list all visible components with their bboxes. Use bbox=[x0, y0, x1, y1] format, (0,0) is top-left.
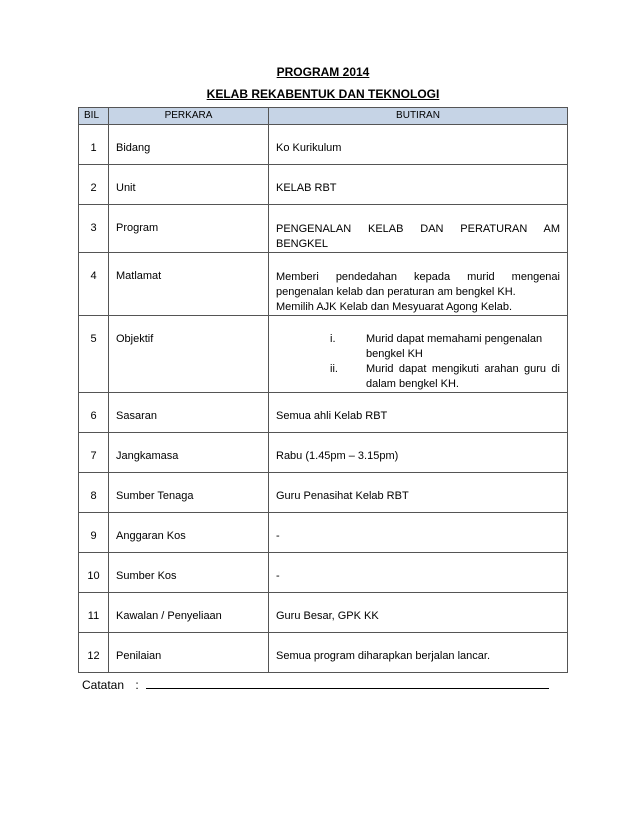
row-bil: 5 bbox=[79, 316, 109, 393]
objective-number: i. bbox=[330, 333, 336, 345]
row-butiran: Semua ahli Kelab RBT bbox=[269, 393, 568, 433]
row-butiran: Semua program diharapkan berjalan lancar. bbox=[269, 633, 568, 673]
row-bil: 9 bbox=[79, 513, 109, 553]
program-title: PROGRAM 2014 bbox=[276, 65, 370, 79]
club-title: KELAB REKABENTUK DAN TEKNOLOGI bbox=[206, 87, 440, 101]
row-bil: 8 bbox=[79, 473, 109, 513]
objective-list bbox=[276, 332, 560, 392]
row-perkara: Jangkamasa bbox=[109, 433, 269, 473]
butiran-line: Memilih AJK Kelab dan Mesyuarat Agong Kelab. bbox=[276, 301, 513, 313]
row-perkara: Unit bbox=[109, 165, 269, 205]
objective-item bbox=[276, 332, 560, 362]
objective-line: bengkel KH bbox=[366, 348, 423, 360]
row-butiran: Guru Penasihat Kelab RBT bbox=[269, 473, 568, 513]
catatan-blank-line bbox=[146, 678, 549, 689]
row-perkara: Sasaran bbox=[109, 393, 269, 433]
table-header-row bbox=[79, 108, 568, 125]
butiran-line: pengenalan kelab dan peraturan am bengkel KH. bbox=[276, 286, 516, 298]
butiran-line: BENGKEL bbox=[276, 238, 328, 250]
table-row bbox=[79, 473, 568, 513]
header-bil: BIL bbox=[79, 108, 109, 125]
objective-number: ii. bbox=[330, 363, 338, 375]
table-row bbox=[79, 165, 568, 205]
row-butiran: Rabu (1.45pm – 3.15pm) bbox=[269, 433, 568, 473]
row-bil: 7 bbox=[79, 433, 109, 473]
row-bil: 2 bbox=[79, 165, 109, 205]
row-butiran: - bbox=[269, 553, 568, 593]
objective-line: dalam bengkel KH. bbox=[366, 378, 459, 390]
row-perkara: Kawalan / Penyeliaan bbox=[109, 593, 269, 633]
catatan-colon: : bbox=[135, 678, 139, 692]
table-row bbox=[79, 433, 568, 473]
row-bil: 1 bbox=[79, 125, 109, 165]
objective-line: Murid dapat mengikuti arahan guru di bbox=[366, 363, 560, 375]
catatan-label: Catatan bbox=[82, 678, 125, 692]
row-perkara: Sumber Tenaga bbox=[109, 473, 269, 513]
row-perkara: Anggaran Kos bbox=[109, 513, 269, 553]
row-perkara: Objektif bbox=[109, 316, 269, 393]
row-bil: 4 bbox=[79, 253, 109, 316]
butiran-line: PENGENALAN KELAB DAN PERATURAN AM bbox=[276, 223, 560, 235]
row-butiran: Guru Besar, GPK KK bbox=[269, 593, 568, 633]
row-perkara: Matlamat bbox=[109, 253, 269, 316]
table-row bbox=[79, 253, 568, 316]
header-perkara: PERKARA bbox=[109, 108, 269, 125]
table-row bbox=[79, 316, 568, 393]
row-butiran bbox=[269, 205, 568, 253]
row-perkara: Penilaian bbox=[109, 633, 269, 673]
row-bil: 3 bbox=[79, 205, 109, 253]
table-row bbox=[79, 553, 568, 593]
table-row bbox=[79, 393, 568, 433]
table-row bbox=[79, 633, 568, 673]
objective-item bbox=[276, 362, 560, 392]
table-row bbox=[79, 513, 568, 553]
row-perkara: Bidang bbox=[109, 125, 269, 165]
objective-line: Murid dapat memahami pengenalan bbox=[366, 333, 543, 345]
row-butiran: KELAB RBT bbox=[269, 165, 568, 205]
row-butiran bbox=[269, 316, 568, 393]
row-butiran: - bbox=[269, 513, 568, 553]
objective-text bbox=[366, 362, 560, 392]
butiran-line: Memberi pendedahan kepada murid mengenai bbox=[276, 271, 560, 283]
row-bil: 10 bbox=[79, 553, 109, 593]
row-bil: 12 bbox=[79, 633, 109, 673]
table-row bbox=[79, 593, 568, 633]
row-butiran: Ko Kurikulum bbox=[269, 125, 568, 165]
row-bil: 11 bbox=[79, 593, 109, 633]
row-perkara: Program bbox=[109, 205, 269, 253]
row-butiran bbox=[269, 253, 568, 316]
table-row bbox=[79, 125, 568, 165]
row-perkara: Sumber Kos bbox=[109, 553, 269, 593]
row-bil: 6 bbox=[79, 393, 109, 433]
table-row bbox=[79, 205, 568, 253]
objective-text bbox=[366, 332, 560, 362]
header-butiran: BUTIRAN bbox=[269, 108, 568, 125]
catatan-line bbox=[82, 678, 549, 692]
program-table bbox=[78, 107, 568, 673]
